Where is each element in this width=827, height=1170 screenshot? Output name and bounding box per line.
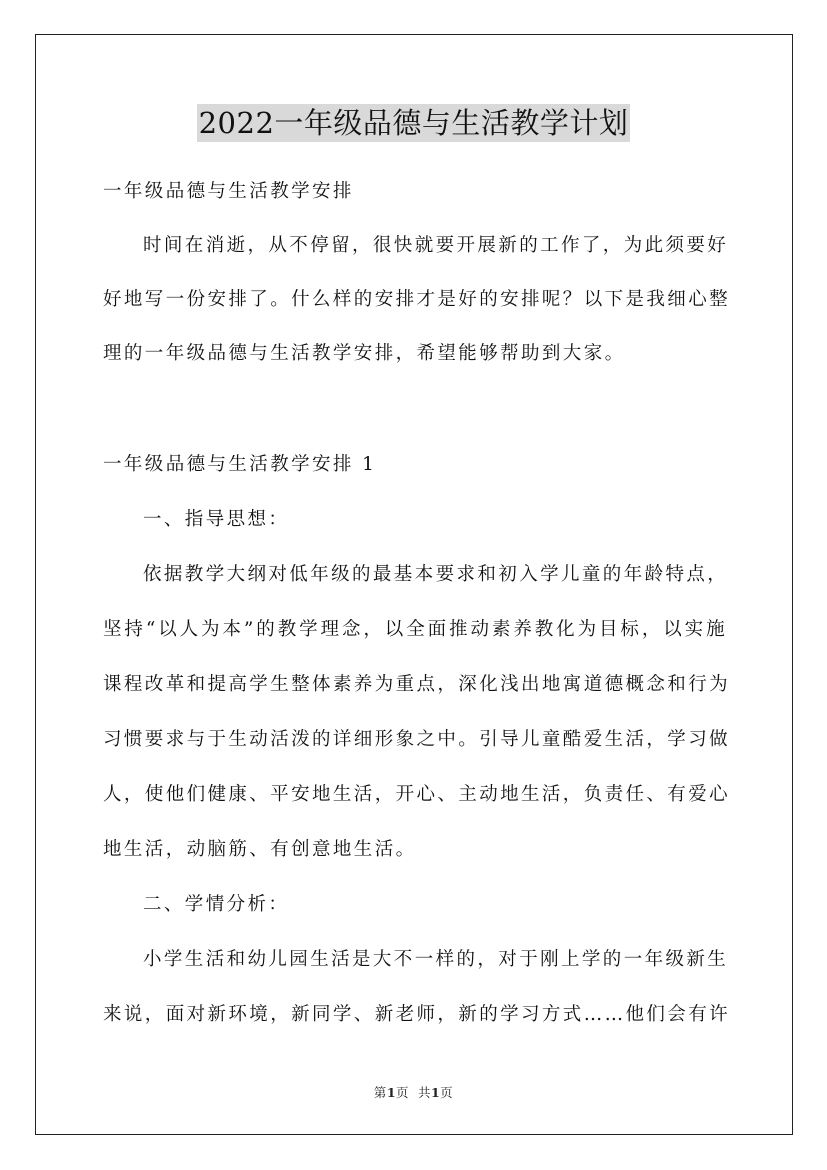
footer-suffix: 页: [440, 1085, 454, 1100]
footer-mid: 页 共: [396, 1085, 431, 1100]
part1-line: 依据教学大纲对低年级的最基本要求和初入学儿童的年龄特点，: [143, 564, 729, 585]
document-body: [103, 178, 731, 1028]
part1-line: 人，使他们健康、平安地生活，开心、主动地生活，负责任、有爱心: [103, 784, 731, 805]
footer-page-number: 1: [386, 1085, 397, 1100]
page-footer: [0, 1083, 827, 1101]
part1-heading: 一、指导思想：: [143, 509, 290, 530]
part1-line: 地生活，动脑筋、有创意地生活。: [103, 839, 417, 860]
document-title: 2022一年级品德与生活教学计划: [198, 106, 629, 140]
intro-line: 理的一年级品德与生活教学安排，希望能够帮助到大家。: [103, 343, 626, 364]
part2-line: 小学生活和幼儿园生活是大不一样的，对于刚上学的一年级新生: [143, 949, 729, 970]
footer-total-pages: 1: [430, 1085, 441, 1100]
part2-line: 来说，面对新环境，新同学、新老师，新的学习方式……他们会有许: [103, 1004, 731, 1025]
footer-prefix: 第: [373, 1085, 387, 1100]
part1-line: 坚持“以人为本”的教学理念，以全面推动素养教化为目标，以实施: [103, 619, 727, 640]
title-wrap: [0, 104, 827, 142]
part2-heading: 二、学情分析：: [143, 894, 290, 915]
plan-heading: 一年级品德与生活教学安排 1: [103, 454, 377, 475]
intro-line: 时间在消逝，从不停留，很快就要开展新的工作了，为此须要好: [143, 235, 729, 256]
part1-line: 课程改革和提高学生整体素养为重点，深化浅出地寓道德概念和行为: [103, 674, 731, 695]
section-heading: 一年级品德与生活教学安排: [103, 181, 354, 202]
intro-line: 好地写一份安排了。什么样的安排才是好的安排呢？以下是我细心整: [103, 289, 731, 310]
part1-line: 习惯要求与于生动活泼的详细形象之中。引导儿童酷爱生活，学习做: [103, 729, 731, 750]
